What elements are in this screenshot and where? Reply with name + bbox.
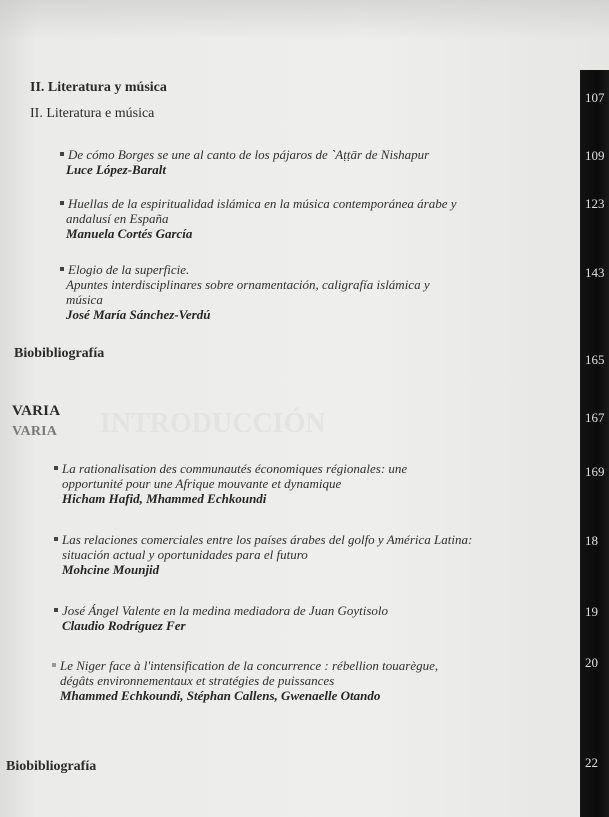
entry-author: Hicham Hafid, Mhammed Echkoundi	[62, 491, 267, 506]
section-heading-varia-secondary: VARIA	[12, 424, 58, 439]
entry-title-line-2: andalusí en España	[66, 211, 169, 226]
entry-title: Las relaciones comerciales entre los países árabes del golfo y América Latina:	[54, 532, 574, 547]
entry-author: Mohcine Mounjid	[62, 562, 160, 577]
page-number-biobibliografia: 165	[585, 352, 605, 367]
toc-entry-borges	[60, 147, 570, 178]
bullet-icon	[52, 663, 56, 667]
entry-author: Mhammed Echkoundi, Stéphan Callens, Gwenaelle Otando	[60, 688, 381, 703]
entry-author: Manuela Cortés García	[66, 226, 193, 241]
page-number-rationalisation: 169	[585, 464, 605, 479]
page-shadow	[0, 0, 609, 40]
entry-title-line-3: música	[66, 292, 103, 307]
entry-title: La rationalisation des communautés économiques régionales: une	[54, 461, 574, 476]
bullet-icon	[54, 608, 58, 612]
bullet-icon	[54, 466, 58, 470]
section-heading-varia: VARIA	[12, 403, 61, 419]
page-number-relaciones: 18	[585, 533, 598, 548]
page-number-huellas: 123	[585, 196, 605, 211]
section-heading-biobibliografia-2: Biobibliografía	[6, 759, 97, 774]
entry-title-line-2: opportunité pour une Afrique mouvante et dynamique	[62, 476, 342, 491]
entry-title: De cómo Borges se une al canto de los pájaros de `Aṭṭār de Nishapur	[60, 147, 570, 162]
entry-title-line-2: dégâts environnementaux et stratégies de puissances	[60, 673, 335, 688]
bullet-icon	[60, 201, 64, 205]
page-number-band	[580, 70, 609, 817]
bullet-icon	[60, 152, 64, 156]
page-number-biobibliografia-2: 22	[585, 755, 598, 770]
page-number-valente: 19	[585, 604, 598, 619]
page-number-varia: 167	[585, 410, 605, 425]
entry-title: José Ángel Valente en la medina mediadora de Juan Goytisolo	[54, 603, 574, 618]
toc-entry-elogio	[60, 262, 570, 323]
toc-entry-valente	[54, 603, 574, 634]
entry-author: José María Sánchez-Verdú	[66, 307, 211, 322]
page-number-elogio: 143	[585, 265, 605, 280]
bleed-through-text: INTRODUCCIÓN	[100, 408, 326, 439]
section-heading-literatura-es: II. Literatura y música	[30, 80, 167, 95]
entry-author: Luce López-Baralt	[66, 162, 167, 177]
entry-title: Elogio de la superficie.	[60, 262, 570, 277]
entry-title-line-2: Apuntes interdisciplinares sobre ornamentación, caligrafía islámica y	[66, 277, 430, 292]
bullet-icon	[60, 267, 64, 271]
entry-title-line-2: situación actual y oportunidades para el futuro	[62, 547, 308, 562]
toc-entry-huellas	[60, 196, 570, 242]
entry-author: Claudio Rodríguez Fer	[62, 618, 186, 633]
entry-title: Le Niger face à l'intensification de la concurrence : rébellion touarègue,	[52, 658, 577, 673]
toc-entry-rationalisation	[54, 461, 574, 507]
section-heading-literatura-pt: II. Literatura e música	[30, 106, 155, 121]
page-number-literatura: 107	[585, 90, 605, 105]
entry-title: Huellas de la espiritualidad islámica en la música contemporánea árabe y	[60, 196, 570, 211]
toc-entry-niger	[52, 658, 577, 704]
toc-entry-relaciones	[54, 532, 574, 578]
page-number-borges: 109	[585, 148, 605, 163]
page-number-niger: 20	[585, 655, 598, 670]
section-heading-biobibliografia: Biobibliografía	[14, 346, 105, 361]
bullet-icon	[54, 537, 58, 541]
